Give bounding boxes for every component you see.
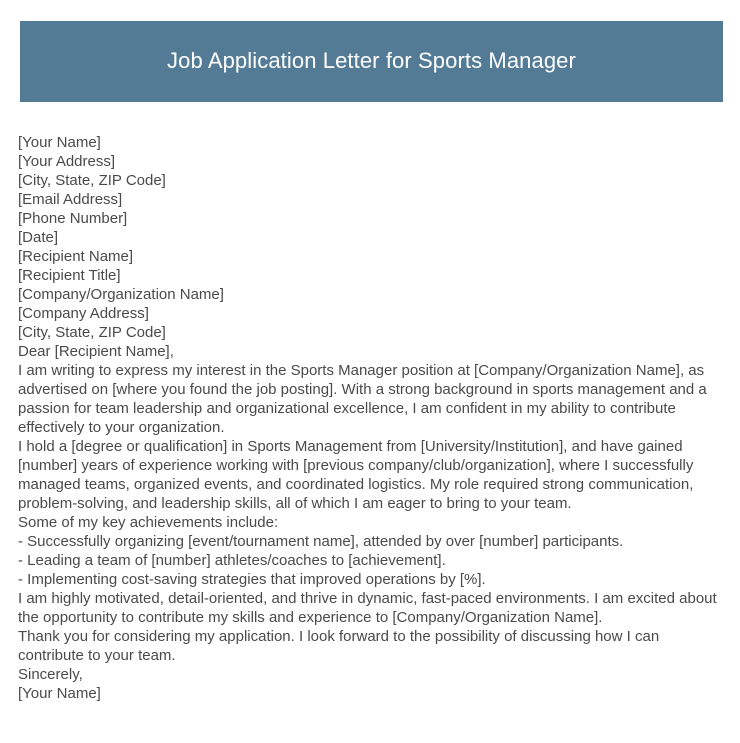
letter-line: [City, State, ZIP Code] xyxy=(18,172,166,189)
letter-line: - Successfully organizing [event/tournament name], attended by over [number] participants. xyxy=(18,533,624,550)
letter-line: [Email Address] xyxy=(18,191,123,208)
letter-line: Thank you for considering my application. I look forward to the possibility of discussing how I can contribute to your team. xyxy=(18,628,664,664)
letter-line: [Company/Organization Name] xyxy=(18,286,224,303)
letter-line: [Phone Number] xyxy=(18,210,128,227)
letter-line: I am writing to express my interest in the Sports Manager position at [Company/Organization Name], as advertised on [where you found the job posting]. With a strong background in sports management and a passion for team leadership and organizational excellence, I am confident in my ability to contribute effectively to your organization. xyxy=(18,362,711,436)
letter-line: [Your Address] xyxy=(18,153,116,170)
letter-line: I am highly motivated, detail-oriented, and thrive in dynamic, fast-paced environments. I am excited about the opportunity to contribute my skills and experience to [Company/Organization Name]. xyxy=(18,590,721,626)
letter-line: [Your Name] xyxy=(18,134,101,151)
letter-line: [Recipient Name] xyxy=(18,248,134,265)
page-title: Job Application Letter for Sports Manager xyxy=(167,48,576,74)
letter-line: Some of my key achievements include: xyxy=(18,514,279,531)
document-header-banner xyxy=(20,21,723,102)
letter-line: [Your Name] xyxy=(18,685,101,702)
letter-line: [Recipient Title] xyxy=(18,267,121,284)
letter-line: - Leading a team of [number] athletes/coaches to [achievement]. xyxy=(18,552,446,569)
letter-line: [City, State, ZIP Code] xyxy=(18,324,166,341)
letter-line: [Company Address] xyxy=(18,305,149,322)
letter-line: I hold a [degree or qualification] in Sports Management from [University/Institution], and have gained [number] years of experience working with [previous company/club/organization], where I successfully managed teams, organized events, and coordinated logistics. My role required strong communication, problem-solving, and leadership skills, all of which I am eager to bring to your team. xyxy=(18,438,698,512)
letter-line: Sincerely, xyxy=(18,666,83,683)
letter-line: [Date] xyxy=(18,229,59,246)
letter-line: - Implementing cost-saving strategies that improved operations by [%]. xyxy=(18,571,486,588)
letter-line: Dear [Recipient Name], xyxy=(18,343,174,360)
letter-body xyxy=(18,133,726,703)
